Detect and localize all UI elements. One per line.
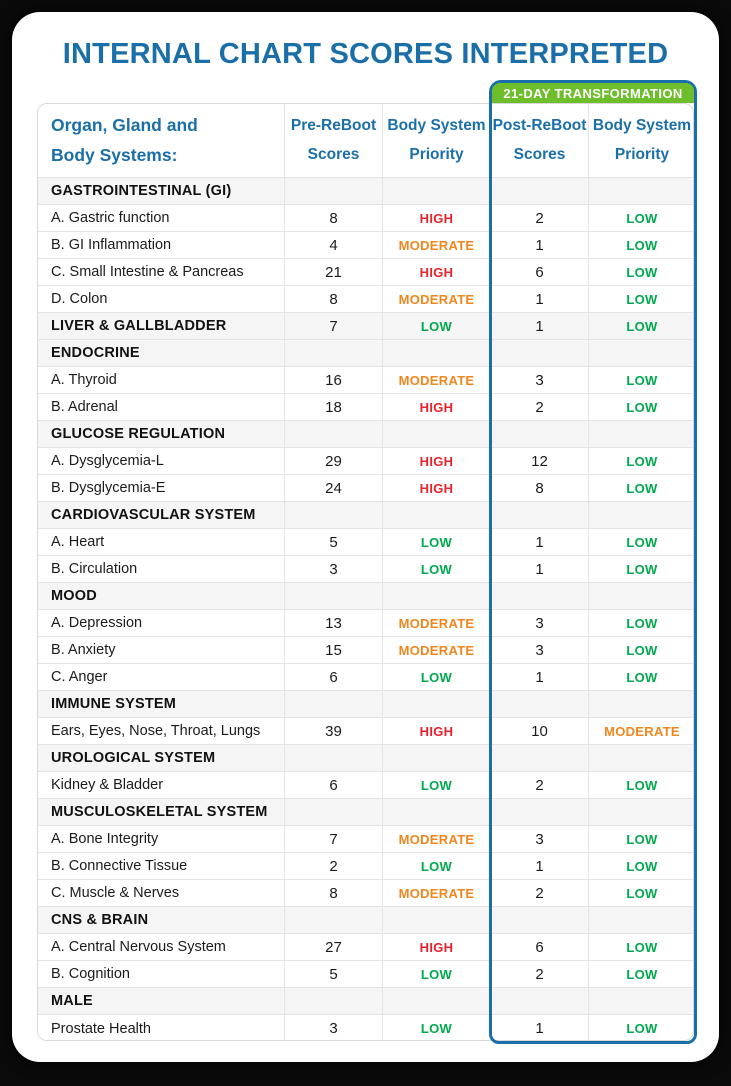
table-row <box>38 1015 693 1041</box>
post-priority-cell: LOW <box>588 286 694 312</box>
pre-score-cell: 7 <box>284 826 382 852</box>
pre-priority-cell: LOW <box>382 313 490 339</box>
post-priority-cell: LOW <box>588 394 694 420</box>
pre-priority-cell: HIGH <box>382 475 490 501</box>
pre-score-cell: 8 <box>284 880 382 906</box>
post-score-cell <box>490 691 588 717</box>
pre-score-cell: 2 <box>284 853 382 879</box>
table-row <box>38 529 693 556</box>
post-priority-cell: MODERATE <box>588 718 694 744</box>
header-post-body-system-priority: Body System Priority <box>588 104 694 177</box>
row-label-cell: A. Central Nervous System <box>51 939 226 955</box>
post-score-cell: 1 <box>490 664 588 690</box>
row-label-cell: B. Adrenal <box>51 399 118 415</box>
post-priority-cell: LOW <box>588 637 694 663</box>
pre-priority-cell: HIGH <box>382 718 490 744</box>
table-row <box>38 988 693 1015</box>
post-score-cell: 2 <box>490 961 588 987</box>
post-priority-cell: LOW <box>588 475 694 501</box>
pre-priority-cell: MODERATE <box>382 286 490 312</box>
pre-priority-cell: MODERATE <box>382 367 490 393</box>
post-score-cell <box>490 745 588 771</box>
post-score-cell: 1 <box>490 232 588 258</box>
table-row <box>38 880 693 907</box>
row-label-cell: GLUCOSE REGULATION <box>51 426 226 442</box>
pre-priority-cell <box>382 988 490 1014</box>
table-header-row <box>38 104 693 178</box>
post-score-cell: 8 <box>490 475 588 501</box>
post-priority-cell: LOW <box>588 826 694 852</box>
pre-score-cell: 29 <box>284 448 382 474</box>
row-label-cell: C. Muscle & Nerves <box>51 885 180 901</box>
post-score-cell <box>490 988 588 1014</box>
table-row <box>38 637 693 664</box>
pre-score-cell <box>284 178 382 204</box>
row-label-cell: B. Dysglycemia-E <box>51 480 166 496</box>
post-priority-cell: LOW <box>588 313 694 339</box>
pre-score-cell: 18 <box>284 394 382 420</box>
post-priority-cell: LOW <box>588 529 694 555</box>
post-priority-cell: LOW <box>588 205 694 231</box>
post-score-cell: 2 <box>490 880 588 906</box>
post-priority-cell: LOW <box>588 772 694 798</box>
pre-score-cell: 13 <box>284 610 382 636</box>
table-row <box>38 826 693 853</box>
pre-score-cell: 5 <box>284 529 382 555</box>
pre-score-cell: 21 <box>284 259 382 285</box>
pre-score-cell: 3 <box>284 1015 382 1041</box>
table-row <box>38 286 693 313</box>
row-label-cell: GASTROINTESTINAL (GI) <box>51 183 232 199</box>
table-row <box>38 934 693 961</box>
row-label-cell: D. Colon <box>51 291 108 307</box>
post-score-cell <box>490 502 588 528</box>
report-card <box>12 12 719 1062</box>
row-label-cell: B. Anxiety <box>51 642 116 658</box>
row-label-cell: LIVER & GALLBLADDER <box>51 318 227 334</box>
pre-priority-cell: LOW <box>382 772 490 798</box>
post-score-cell <box>490 421 588 447</box>
table-row <box>38 610 693 637</box>
pre-score-cell: 24 <box>284 475 382 501</box>
row-label-cell: MALE <box>51 993 93 1009</box>
row-label-cell: C. Small Intestine & Pancreas <box>51 264 244 280</box>
pre-priority-cell: MODERATE <box>382 880 490 906</box>
table-row <box>38 475 693 502</box>
row-label-cell: A. Thyroid <box>51 372 117 388</box>
row-label-cell: C. Anger <box>51 669 108 685</box>
row-label-cell: Kidney & Bladder <box>51 777 164 793</box>
pre-priority-cell: LOW <box>382 853 490 879</box>
pre-score-cell: 3 <box>284 556 382 582</box>
row-label-cell: Ears, Eyes, Nose, Throat, Lungs <box>51 723 261 739</box>
header-pre-body-system-priority: Body System Priority <box>382 104 490 177</box>
post-score-cell <box>490 907 588 933</box>
pre-score-cell: 39 <box>284 718 382 744</box>
pre-priority-cell: HIGH <box>382 448 490 474</box>
pre-score-cell: 5 <box>284 961 382 987</box>
table-row <box>38 718 693 745</box>
table-row <box>38 367 693 394</box>
table-row <box>38 394 693 421</box>
pre-score-cell <box>284 340 382 366</box>
table-row <box>38 313 693 340</box>
pre-priority-cell <box>382 799 490 825</box>
pre-priority-cell <box>382 583 490 609</box>
post-priority-cell: LOW <box>588 853 694 879</box>
table-row <box>38 556 693 583</box>
post-priority-cell <box>588 178 694 204</box>
pre-score-cell <box>284 691 382 717</box>
pre-score-cell <box>284 583 382 609</box>
post-priority-cell <box>588 799 694 825</box>
post-priority-cell <box>588 502 694 528</box>
table-row <box>38 907 693 934</box>
row-label-cell: B. Connective Tissue <box>51 858 188 874</box>
pre-score-cell: 27 <box>284 934 382 960</box>
pre-score-cell: 15 <box>284 637 382 663</box>
row-label-cell: CNS & BRAIN <box>51 912 149 928</box>
post-priority-cell <box>588 988 694 1014</box>
pre-score-cell: 4 <box>284 232 382 258</box>
pre-priority-cell <box>382 340 490 366</box>
table-row <box>38 502 693 529</box>
pre-score-cell: 16 <box>284 367 382 393</box>
pre-priority-cell <box>382 421 490 447</box>
pre-priority-cell: MODERATE <box>382 637 490 663</box>
row-label-cell: A. Depression <box>51 615 143 631</box>
row-label-cell: MOOD <box>51 588 97 604</box>
pre-priority-cell: LOW <box>382 556 490 582</box>
post-priority-cell <box>588 421 694 447</box>
post-priority-cell: LOW <box>588 880 694 906</box>
pre-priority-cell <box>382 745 490 771</box>
row-label-cell: UROLOGICAL SYSTEM <box>51 750 216 766</box>
pre-score-cell <box>284 907 382 933</box>
pre-score-cell: 8 <box>284 205 382 231</box>
post-priority-cell <box>588 691 694 717</box>
table-row <box>38 691 693 718</box>
pre-priority-cell: MODERATE <box>382 826 490 852</box>
post-score-cell: 1 <box>490 853 588 879</box>
post-score-cell: 1 <box>490 313 588 339</box>
pre-priority-cell: HIGH <box>382 934 490 960</box>
row-label-cell: A. Gastric function <box>51 210 170 226</box>
pre-priority-cell <box>382 178 490 204</box>
pre-priority-cell: MODERATE <box>382 232 490 258</box>
pre-priority-cell <box>382 502 490 528</box>
table-row <box>38 232 693 259</box>
pre-priority-cell <box>382 907 490 933</box>
post-priority-cell <box>588 745 694 771</box>
row-label-cell: IMMUNE SYSTEM <box>51 696 177 712</box>
pre-score-cell: 8 <box>284 286 382 312</box>
pre-score-cell: 7 <box>284 313 382 339</box>
post-score-cell: 3 <box>490 637 588 663</box>
pre-priority-cell: LOW <box>382 529 490 555</box>
scores-table <box>37 103 694 1041</box>
post-score-cell: 2 <box>490 772 588 798</box>
row-label-cell: A. Bone Integrity <box>51 831 159 847</box>
table-body <box>38 178 693 1041</box>
pre-score-cell: 6 <box>284 772 382 798</box>
row-label-cell: ENDOCRINE <box>51 345 140 361</box>
post-score-cell: 2 <box>490 205 588 231</box>
pre-priority-cell: MODERATE <box>382 610 490 636</box>
header-pre-reboot-scores: Pre-ReBoot Scores <box>284 104 382 177</box>
post-score-cell: 1 <box>490 556 588 582</box>
post-priority-cell: LOW <box>588 232 694 258</box>
pre-priority-cell: LOW <box>382 961 490 987</box>
post-score-cell: 3 <box>490 367 588 393</box>
table-row <box>38 664 693 691</box>
pre-score-cell <box>284 502 382 528</box>
table-row <box>38 799 693 826</box>
post-score-cell: 1 <box>490 1015 588 1041</box>
post-priority-cell: LOW <box>588 1015 694 1041</box>
pre-score-cell <box>284 745 382 771</box>
table-row <box>38 259 693 286</box>
pre-priority-cell <box>382 691 490 717</box>
pre-priority-cell: LOW <box>382 1015 490 1041</box>
row-label-cell: A. Heart <box>51 534 105 550</box>
post-priority-cell: LOW <box>588 448 694 474</box>
transformation-banner: 21-DAY TRANSFORMATION <box>492 83 694 103</box>
table-row <box>38 421 693 448</box>
post-score-cell: 6 <box>490 259 588 285</box>
post-score-cell: 3 <box>490 826 588 852</box>
post-priority-cell: LOW <box>588 259 694 285</box>
post-priority-cell: LOW <box>588 961 694 987</box>
pre-priority-cell: LOW <box>382 664 490 690</box>
table-row <box>38 340 693 367</box>
post-score-cell: 1 <box>490 529 588 555</box>
row-label-cell: B. GI Inflammation <box>51 237 172 253</box>
post-priority-cell <box>588 340 694 366</box>
table-row <box>38 772 693 799</box>
post-score-cell: 6 <box>490 934 588 960</box>
pre-priority-cell: HIGH <box>382 394 490 420</box>
table-row <box>38 853 693 880</box>
table-row <box>38 178 693 205</box>
row-label-cell: Prostate Health <box>51 1020 151 1037</box>
post-score-cell: 3 <box>490 610 588 636</box>
pre-priority-cell: HIGH <box>382 205 490 231</box>
pre-score-cell: 6 <box>284 664 382 690</box>
table-row <box>38 583 693 610</box>
table-row <box>38 745 693 772</box>
table-row <box>38 205 693 232</box>
post-priority-cell: LOW <box>588 556 694 582</box>
pre-score-cell <box>284 421 382 447</box>
post-priority-cell: LOW <box>588 934 694 960</box>
table-row <box>38 448 693 475</box>
post-score-cell: 10 <box>490 718 588 744</box>
post-score-cell: 1 <box>490 286 588 312</box>
header-organ-systems: Organ, Gland and Body Systems: <box>51 114 198 165</box>
post-priority-cell: LOW <box>588 610 694 636</box>
post-priority-cell <box>588 907 694 933</box>
post-score-cell: 12 <box>490 448 588 474</box>
header-post-reboot-scores: Post-ReBoot Scores <box>490 104 588 177</box>
post-priority-cell <box>588 583 694 609</box>
row-label-cell: B. Cognition <box>51 966 130 982</box>
post-score-cell <box>490 340 588 366</box>
post-score-cell <box>490 178 588 204</box>
post-priority-cell: LOW <box>588 664 694 690</box>
row-label-cell: CARDIOVASCULAR SYSTEM <box>51 507 256 523</box>
post-score-cell <box>490 583 588 609</box>
row-label-cell: B. Circulation <box>51 561 138 577</box>
page-title: INTERNAL CHART SCORES INTERPRETED <box>62 38 669 70</box>
post-score-cell <box>490 799 588 825</box>
post-score-cell: 2 <box>490 394 588 420</box>
table-row <box>38 961 693 988</box>
pre-score-cell <box>284 988 382 1014</box>
pre-priority-cell: HIGH <box>382 259 490 285</box>
pre-score-cell <box>284 799 382 825</box>
row-label-cell: MUSCULOSKELETAL SYSTEM <box>51 804 268 820</box>
post-priority-cell: LOW <box>588 367 694 393</box>
row-label-cell: A. Dysglycemia-L <box>51 453 164 469</box>
